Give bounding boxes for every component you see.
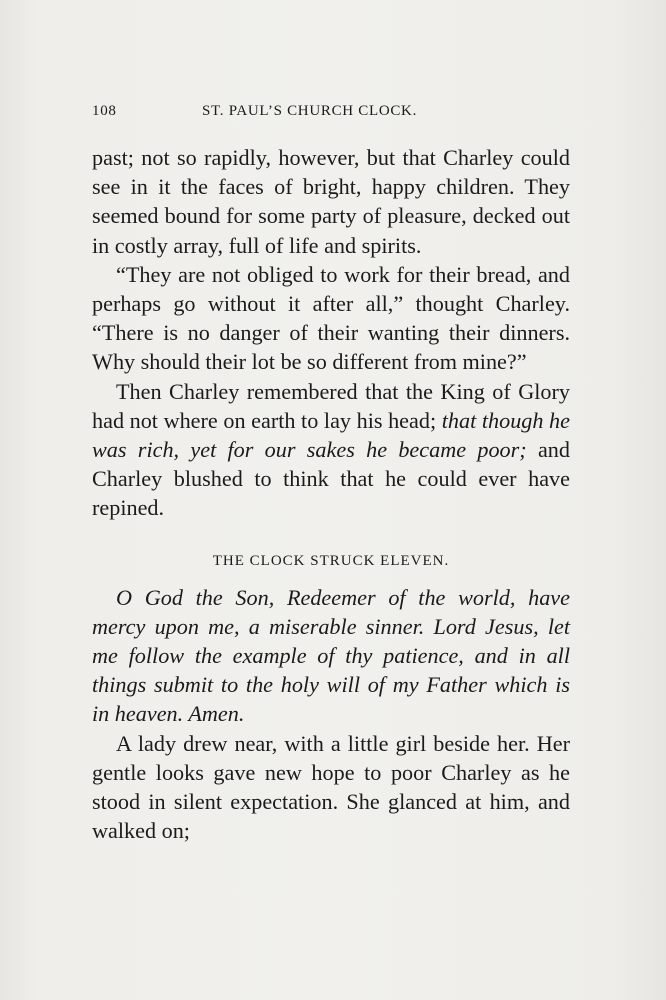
narrative-paragraph: A lady drew near, with a little girl beside her. Her gentle looks gave new hope to poor Charley as he stood in silent expectation. She glanced at him, and walked on; [92,730,570,844]
running-title: ST. PAUL’S CHURCH CLOCK. [202,103,418,119]
reflection-end: and Charley blushed to think that he could ever have repined. [92,437,570,521]
dialogue-paragraph: “They are not obliged to work for their bread, and perhaps go without it after all,” thought Charley. “There is no danger of their wanting their dinners. Why should their lot be so different from mine?” [92,261,570,375]
page-text [92,143,570,845]
reflection-start: Then Charley remembered that the King of Glory had not where on earth to lay his head; [92,378,570,433]
prayer-paragraph: O God the Son, Redeemer of the world, have mercy upon me, a miserable sinner. Lord Jesus, let me follow the example of thy patience, and in all things submit to the holy will of my Father which is in heaven. Amen. [92,584,570,727]
page-number: 108 [92,103,117,119]
running-head [92,103,570,127]
section-heading: THE CLOCK STRUCK ELEVEN. [212,552,450,569]
scripture-quote: that though he was rich, yet for our sakes he became poor; [92,407,571,463]
paragraph-continuation: past; not so rapidly, however, but that Charley could see in it the faces of bright, happy children. They seemed bound for some party of pleasure, decked out in costly array, full of life and spirits. [92,145,570,258]
reflection-paragraph [92,377,570,523]
